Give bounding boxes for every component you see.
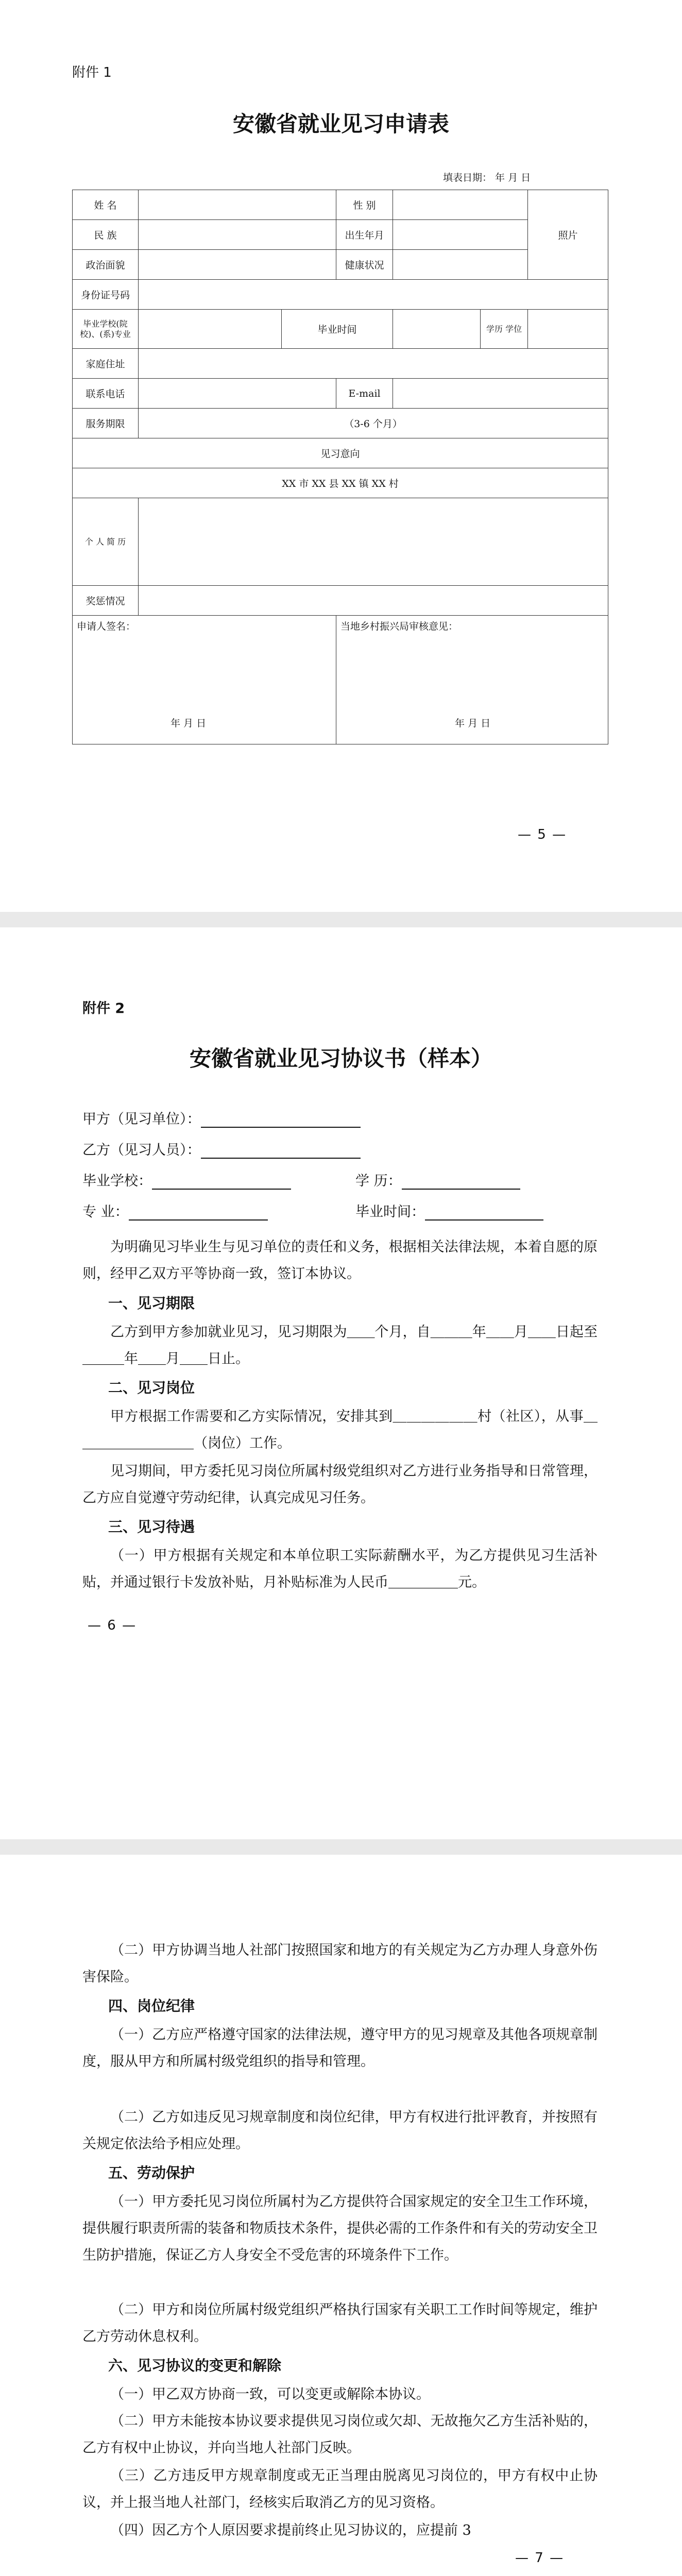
- page-1: [0, 0, 682, 912]
- label-applicant-signature: 申请人签名：: [77, 621, 136, 632]
- section-6-title: 六、见习协议的变更和解除: [108, 2357, 282, 2374]
- section-2-text-1: 甲方根据工作需要和乙方实际情况，安排其到＿＿＿＿＿＿村（社区），从事＿＿＿＿＿＿＿＿＿（岗位）工作。: [82, 1409, 598, 1451]
- label-health: 健康状况: [336, 250, 393, 280]
- value-email[interactable]: [393, 379, 608, 409]
- section-1-text: 乙方到甲方参加就业见习，见习期限为＿＿个月，自＿＿＿年＿＿月＿＿日起至＿＿＿年＿＿月＿＿日止。: [82, 1324, 598, 1367]
- fill-date: 填表日期： 年 月 日: [443, 172, 531, 183]
- form-title: 安徽省就业见习申请表: [232, 111, 449, 137]
- school-field[interactable]: [82, 1170, 291, 1190]
- page-2: [0, 927, 682, 1839]
- value-grad-time[interactable]: [393, 310, 481, 349]
- party-b-field[interactable]: [82, 1139, 361, 1159]
- intro-paragraph: 为明确见习毕业生与见习单位的责任和义务，根据相关法律法规，本着自愿的原则，经甲乙双方平等协商一致，签订本协议。: [82, 1239, 598, 1282]
- section-5-text-1: （一）甲方委托见习岗位所属村为乙方提供符合国家规定的安全卫生工作环境，提供履行职责所需的装备和物质技术条件，提供必需的工作条件和有关的劳动安全卫生防护措施，保证乙方人身安全不受危害的环境条件下工作。: [82, 2194, 598, 2263]
- section-2-title: 二、见习岗位: [108, 1379, 195, 1396]
- label-grad-time: 毕业时间: [282, 310, 393, 349]
- party-a-label: 甲方（见习单位）：: [82, 1111, 201, 1127]
- page-number: — 6 —: [88, 1618, 137, 1633]
- label-phone: 联系电话: [73, 379, 139, 409]
- label-birth: 出生年月: [336, 220, 393, 250]
- section-6-text-3: （三）乙方违反甲方规章制度或无正当理由脱离见习岗位的，甲方有权中止协议，并上报当地人社部门，经核实后取消乙方的见习资格。: [82, 2468, 598, 2511]
- section-6-text-4: （四）因乙方个人原因要求提前终止见习协议的，应提前 3: [110, 2522, 471, 2538]
- applicant-signature-cell[interactable]: [73, 616, 336, 744]
- page-3: [0, 1855, 682, 2576]
- label-name: 姓 名: [73, 190, 139, 220]
- applicant-date: 年 月 日: [170, 718, 207, 729]
- label-ethnicity: 民 族: [73, 220, 139, 250]
- period-note: （3-6 个月）: [139, 409, 608, 438]
- label-gender: 性 别: [336, 190, 393, 220]
- label-email: E-mail: [336, 379, 393, 409]
- major-label: 专 业：: [82, 1204, 129, 1220]
- value-awards[interactable]: [139, 586, 608, 616]
- page-gap: [0, 912, 682, 927]
- value-political[interactable]: [139, 250, 336, 280]
- attachment-label: 附件 1: [72, 65, 112, 80]
- unit-heading: 见习意向: [73, 438, 608, 468]
- village-opinion-cell[interactable]: [336, 616, 608, 744]
- value-school[interactable]: [139, 310, 282, 349]
- education-label: 学 历：: [355, 1173, 402, 1189]
- label-political: 政治面貌: [73, 250, 139, 280]
- value-id[interactable]: [139, 280, 608, 310]
- value-degree[interactable]: [528, 310, 608, 349]
- label-id: 身份证号码: [73, 280, 139, 310]
- value-address[interactable]: [139, 349, 608, 379]
- section-2-text-2: 见习期间，甲方委托见习岗位所属村级党组织对乙方进行业务指导和日常管理，乙方应自觉遵守劳动纪律，认真完成见习任务。: [82, 1463, 598, 1506]
- education-field[interactable]: [355, 1170, 520, 1190]
- section-4-title: 四、岗位纪律: [108, 1997, 195, 2014]
- value-gender[interactable]: [393, 190, 528, 220]
- label-resume: 个 人 简 历: [73, 498, 139, 586]
- label-village-opinion: 当地乡村振兴局审核意见：: [340, 621, 458, 632]
- page-number: — 5 —: [518, 827, 567, 842]
- agreement-title: 安徽省就业见习协议书（样本）: [189, 1046, 492, 1071]
- section-5-title: 五、劳动保护: [108, 2164, 195, 2181]
- label-degree: 学历 学位: [481, 310, 528, 349]
- photo-box: 照片: [528, 190, 608, 280]
- village-date: 年 月 日: [455, 718, 491, 729]
- section-3-text-2: （二）甲方协调当地人社部门按照国家和地方的有关规定为乙方办理人身意外伤害保险。: [82, 1942, 598, 1985]
- attachment-label: 附件 2: [82, 1001, 125, 1016]
- label-address: 家庭住址: [73, 349, 139, 379]
- section-1-title: 一、见习期限: [108, 1295, 195, 1312]
- grad-time-label: 毕业时间：: [355, 1204, 425, 1220]
- party-b-label: 乙方（见习人员）：: [82, 1142, 201, 1158]
- value-ethnicity[interactable]: [139, 220, 336, 250]
- value-health[interactable]: [393, 250, 528, 280]
- section-5-text-2: （二）甲方和岗位所属村级党组织严格执行国家有关职工工作时间等规定，维护乙方劳动休息权利。: [82, 2302, 598, 2345]
- application-form-table: [72, 190, 608, 744]
- school-label: 毕业学校：: [82, 1173, 152, 1189]
- section-3-text-1: （一）甲方根据有关规定和本单位职工实际薪酬水平，为乙方提供见习生活补贴，并通过银行卡发放补贴，月补贴标准为人民币＿＿＿＿＿元。: [82, 1548, 598, 1590]
- grad-time-field[interactable]: [355, 1200, 543, 1221]
- value-resume[interactable]: [139, 498, 608, 586]
- section-6-text-1: （一）甲乙双方协商一致，可以变更或解除本协议。: [110, 2386, 430, 2402]
- value-phone[interactable]: [139, 379, 336, 409]
- page-gap: [0, 1839, 682, 1855]
- unit-value: XX 市 XX 县 XX 镇 XX 村: [73, 468, 608, 498]
- label-period: 服务期限: [73, 409, 139, 438]
- label-awards: 奖惩情况: [73, 586, 139, 616]
- value-birth[interactable]: [393, 220, 528, 250]
- major-field[interactable]: [82, 1200, 268, 1221]
- section-6-text-2: （二）甲方未能按本协议要求提供见习岗位或欠却、无故拖欠乙方生活补贴的，乙方有权中止协议，并向当地人社部门反映。: [82, 2413, 598, 2456]
- value-name[interactable]: [139, 190, 336, 220]
- section-3-title: 三、见习待遇: [108, 1518, 195, 1535]
- page-number: — 7 —: [515, 2550, 565, 2566]
- section-4-text-1: （一）乙方应严格遵守国家的法律法规，遵守甲方的见习规章及其他各项规章制度，服从甲方和所属村级党组织的指导和管理。: [82, 2027, 598, 2070]
- party-a-field[interactable]: [82, 1108, 361, 1128]
- section-4-text-2: （二）乙方如违反见习规章制度和岗位纪律，甲方有权进行批评教育，并按照有关规定依法给予相应处理。: [82, 2109, 598, 2152]
- label-school: 毕业学校(院校)、(系)专业: [73, 310, 139, 349]
